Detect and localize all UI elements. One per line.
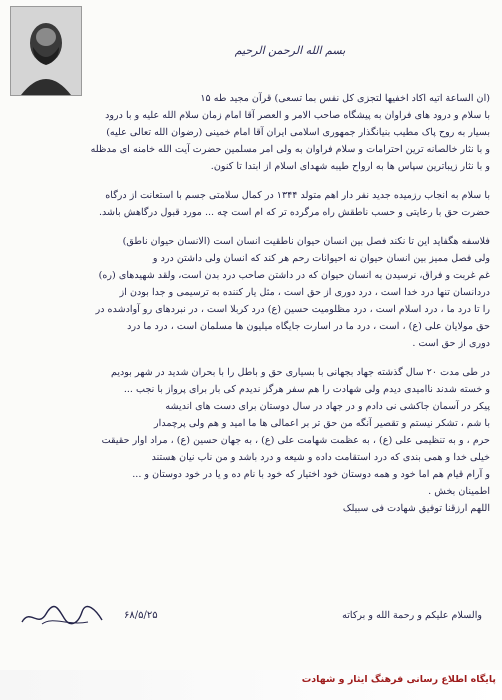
letter-line: (ان الساعة اتیه اکاد اخفیها لتجزی کل نفس بما تسعی) قرآن مجید طه ۱۵ (200, 93, 490, 104)
letter-line: حرم ، و به تنظیمی علی (ع) ، به عظمت شهامت علی (ع) ، به جهان حسین (ع) ، مراد اوار حقیقت (101, 435, 490, 446)
handwritten-signature (18, 604, 106, 630)
letter-line: و خسته شدند ناامیدی دیدم ولی شهادت را هم سفر هرگز ندیدم کی بار برای پرواز با نجب ... (123, 384, 490, 395)
letter-line: در طی مدت ۲۰ سال گذشته جهاد بجهانی با بسیاری حق و باطل را با بحران شدید در شهر بودیم (110, 367, 490, 378)
letter-line: اطمینان بخش . (428, 486, 490, 497)
letter-line: ولی فصل ممیز بین انسان حیوان نه احیوانات رحم هر کند که انسان ولی داشتن درد و (152, 253, 490, 264)
closing-greeting: والسلام علیکم و رحمة الله و برکاته (342, 610, 482, 621)
paragraph-gap (14, 221, 490, 233)
letter-body (14, 90, 490, 517)
letter-line: با سلام و درود های فراوان به پیشگاه صاحب الامر و العصر آقا امام زمان سلام الله علیه و با درود (105, 110, 490, 121)
portrait-photo (10, 6, 82, 96)
letter-line: و با نثار خالصانه ترین احترامات و سلام فراوان به ولی امر مسلمین حضرت آیت الله خامنه ای مدظله (90, 144, 490, 155)
letter-line: دوری از حق است . (412, 338, 490, 349)
paragraph-gap (14, 175, 490, 187)
letter-line: اللهم ارزقنا توفیق شهادت فی سبیلک (342, 503, 490, 514)
letter-line: دردانسان تنها درد خدا است ، درد دوری از حق است ، مثل یار کننده به ترسیمی و جدا بودن از (119, 287, 490, 298)
letter-date: ۶۸/۵/۲۵ (124, 610, 158, 621)
letter-line: غم غربت و فراق، نرسیدن به انسان حیوان که در داشتن صاحب درد بدن است، ولقد شهیدهای (ره) (98, 270, 490, 281)
letter-line: بسیار به روح پاک مطیب بنیانگذار جمهوری اسلامی ایران آقا امام خمینی (رضوان الله تعالی علیه) (106, 127, 490, 138)
letter-line: با سلام به انجاب رزمیده جدید نفر دار اهم متولد ۱۳۴۴ در کمال سلامتی جسم با استعانت از درگاه (105, 190, 490, 201)
portrait-image (11, 7, 81, 95)
letter-line: حضرت حق با رعایتی و حسب ناطقش راه مرگرده تر که ام است چه ... مورد قبول درگاهش باشد. (98, 207, 490, 218)
letter-line: و آرام قیام هم اما خود و همه دوستان خود اختیار که خود با نام ده و یا در خود دوستان و ... (132, 469, 490, 480)
letter-line: حق مولایان علی (ع) ، است ، درد ما در اسارت جایگاه میلیون ها مسلمان است ، درد ما درد (127, 321, 490, 332)
letter-line: پیکر در آسمان جاکشی نی دادم و در جهاد در سال دوستان برای دست های اندیشه (165, 401, 490, 412)
letter-line: با شم ، تشکر نیستم و تقصیر آنگه من حق تر بر اعمالی ها ما امید و هم ولی پرچمدار (154, 418, 490, 429)
letter-line: فلاسفه هگفاید این تا نکند فصل بین انسان حیوان ناطقیت انسان است (الانسان حیوان ناطق) (122, 236, 490, 247)
signature-row (14, 604, 490, 630)
letter-line: و با نثار زیباترین سپاس ها به ارواح طیبه شهدای اسلام از ابتدا تا کنون. (210, 161, 490, 172)
paragraph-gap (14, 352, 490, 364)
letter-line: را تا درد ما ، درد اسلام است ، درد مظلومیت حسین (ع) درد کربلا است ، در نبردهای رو آوادشده در (95, 304, 490, 315)
site-watermark: پایگاه اطلاع رسانی فرهنگ ایثار و شهادت (301, 674, 496, 685)
letter-line: خیلی خدا و همی بندی که درد استقامت داده و شیعه و درد باشد و من ناب نیان هستند (151, 452, 490, 463)
basmala: بسم الله الرحمن الرحیم (234, 44, 346, 57)
